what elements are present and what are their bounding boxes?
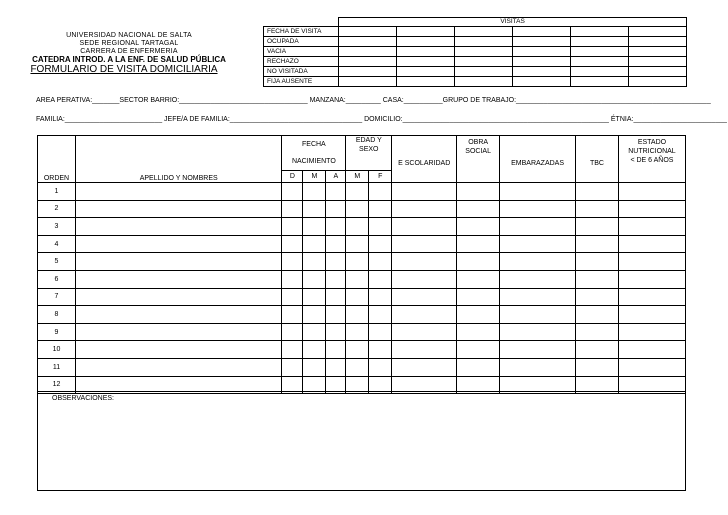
data-cell[interactable] — [303, 200, 326, 218]
data-cell[interactable] — [369, 323, 392, 341]
data-cell[interactable] — [282, 358, 303, 376]
data-cell[interactable] — [576, 358, 619, 376]
data-cell[interactable] — [75, 200, 281, 218]
data-cell[interactable] — [392, 358, 457, 376]
data-cell[interactable] — [500, 183, 576, 201]
data-cell[interactable] — [392, 341, 457, 359]
visit-cell[interactable] — [629, 57, 687, 67]
data-cell[interactable] — [326, 200, 346, 218]
table-row — [38, 235, 686, 253]
data-cell[interactable] — [282, 306, 303, 324]
row-number: 6 — [38, 270, 76, 288]
visit-cell[interactable] — [629, 47, 687, 57]
data-cell[interactable] — [303, 270, 326, 288]
visit-row — [264, 27, 687, 37]
col-m: M — [303, 171, 326, 183]
visit-cell[interactable] — [571, 77, 629, 87]
data-cell[interactable] — [500, 288, 576, 306]
col-edad — [346, 136, 392, 171]
data-cell[interactable] — [282, 218, 303, 236]
table-row — [38, 200, 686, 218]
visit-cell[interactable] — [397, 37, 455, 47]
data-cell[interactable] — [392, 323, 457, 341]
data-cell[interactable] — [500, 323, 576, 341]
visit-cell[interactable] — [455, 37, 513, 47]
visit-row — [264, 37, 687, 47]
data-cell[interactable] — [369, 183, 392, 201]
data-cell[interactable] — [75, 253, 281, 271]
data-cell[interactable] — [576, 341, 619, 359]
row-number: 3 — [38, 218, 76, 236]
data-cell[interactable] — [75, 218, 281, 236]
data-cell[interactable] — [457, 341, 500, 359]
visit-cell[interactable] — [513, 27, 571, 37]
data-cell[interactable] — [282, 235, 303, 253]
data-cell[interactable] — [326, 288, 346, 306]
members-table — [37, 135, 686, 394]
visit-cell[interactable] — [397, 57, 455, 67]
data-cell[interactable] — [75, 358, 281, 376]
data-cell[interactable] — [303, 358, 326, 376]
visit-cell[interactable] — [571, 47, 629, 57]
visit-row-label: RECHAZO — [264, 57, 339, 67]
col-tbc: TBC — [576, 136, 619, 183]
visit-row — [264, 67, 687, 77]
data-cell[interactable] — [326, 218, 346, 236]
data-cell[interactable] — [369, 270, 392, 288]
visit-row — [264, 57, 687, 67]
sexo-label: SEXO — [359, 146, 379, 153]
row-number: 12 — [38, 376, 76, 394]
data-cell[interactable] — [326, 270, 346, 288]
data-cell[interactable] — [500, 306, 576, 324]
data-cell[interactable] — [75, 183, 281, 201]
data-cell[interactable] — [346, 341, 369, 359]
data-cell[interactable] — [303, 288, 326, 306]
data-cell[interactable] — [576, 235, 619, 253]
table-row — [38, 323, 686, 341]
visit-cell[interactable] — [629, 27, 687, 37]
data-cell[interactable] — [392, 270, 457, 288]
visit-row-label: VACIA — [264, 47, 339, 57]
nacimiento-label: NACIMIENTO — [291, 158, 336, 165]
data-cell[interactable] — [500, 341, 576, 359]
visit-cell[interactable] — [571, 37, 629, 47]
visit-row — [264, 77, 687, 87]
table-row — [38, 306, 686, 324]
data-cell[interactable] — [392, 200, 457, 218]
data-cell[interactable] — [346, 288, 369, 306]
visit-cell[interactable] — [513, 67, 571, 77]
table-row — [38, 253, 686, 271]
table-row — [38, 358, 686, 376]
data-cell[interactable] — [75, 288, 281, 306]
visit-cell[interactable] — [455, 67, 513, 77]
data-cell[interactable] — [346, 218, 369, 236]
visit-cell[interactable] — [339, 67, 397, 77]
data-cell[interactable] — [346, 323, 369, 341]
data-cell[interactable] — [457, 323, 500, 341]
visit-cell[interactable] — [397, 77, 455, 87]
row-number: 9 — [38, 323, 76, 341]
data-cell[interactable] — [369, 358, 392, 376]
table-row — [38, 218, 686, 236]
header-block — [0, 0, 260, 90]
data-cell[interactable] — [457, 235, 500, 253]
data-cell[interactable] — [618, 200, 685, 218]
data-cell[interactable] — [346, 183, 369, 201]
data-cell[interactable] — [303, 183, 326, 201]
col-estado — [618, 136, 685, 183]
data-cell[interactable] — [457, 358, 500, 376]
data-cell[interactable] — [457, 218, 500, 236]
visit-cell[interactable] — [571, 67, 629, 77]
data-cell[interactable] — [75, 270, 281, 288]
visit-row-label: OCUPADA — [264, 37, 339, 47]
visit-cell[interactable] — [513, 37, 571, 47]
data-cell[interactable] — [369, 235, 392, 253]
visit-row-label: NO VISITADA — [264, 67, 339, 77]
data-cell[interactable] — [282, 253, 303, 271]
data-cell[interactable] — [500, 358, 576, 376]
data-cell[interactable] — [282, 323, 303, 341]
data-cell[interactable] — [75, 323, 281, 341]
visit-cell[interactable] — [571, 27, 629, 37]
cathedra-name: CATEDRA INTROD. A LA ENF. DE SALUD PÚBLICA — [32, 55, 226, 64]
visit-cell[interactable] — [455, 57, 513, 67]
data-cell[interactable] — [369, 306, 392, 324]
row-number: 4 — [38, 235, 76, 253]
observations-box[interactable] — [37, 391, 686, 491]
data-cell[interactable] — [369, 218, 392, 236]
row-number: 5 — [38, 253, 76, 271]
data-cell[interactable] — [75, 306, 281, 324]
data-cell[interactable] — [500, 200, 576, 218]
col-a: A — [326, 171, 346, 183]
family-line[interactable]: FAMILIA:_________________________ JEFE/A DE FAMILIA:__________________________________ DOMICILIO:_____________________________________________________ ÉTNIA:________________________ — [36, 116, 727, 123]
row-number: 11 — [38, 358, 76, 376]
visit-cell[interactable] — [339, 37, 397, 47]
obra-label: OBRA — [468, 139, 489, 146]
row-number: 1 — [38, 183, 76, 201]
area-line[interactable]: AREA PERATIVA:_______SECTOR BARRIO:_________________________________ MANZANA:_________ CASA:__________GRUPO DE TRABAJO:__________________________________________________ — [36, 97, 711, 104]
menor-label: < DE 6 AÑOS — [630, 157, 674, 164]
data-cell[interactable] — [303, 323, 326, 341]
row-number: 10 — [38, 341, 76, 359]
data-cell[interactable] — [326, 323, 346, 341]
regional-name: SEDE REGIONAL TARTAGAL — [79, 40, 179, 47]
col-escolaridad: E SCOLARIDAD — [392, 136, 457, 183]
social-label: SOCIAL — [465, 148, 491, 155]
data-cell[interactable] — [75, 341, 281, 359]
col-sex-f: F — [369, 171, 392, 183]
data-cell[interactable] — [369, 253, 392, 271]
table-row — [38, 288, 686, 306]
data-cell[interactable] — [500, 253, 576, 271]
data-cell[interactable] — [282, 183, 303, 201]
row-number: 2 — [38, 200, 76, 218]
data-cell[interactable] — [576, 218, 619, 236]
visit-cell[interactable] — [339, 77, 397, 87]
visit-row-label: FIJA AUSENTE — [264, 77, 339, 87]
data-cell[interactable] — [457, 253, 500, 271]
data-cell[interactable] — [392, 306, 457, 324]
data-cell[interactable] — [618, 235, 685, 253]
data-cell[interactable] — [282, 200, 303, 218]
data-cell[interactable] — [303, 253, 326, 271]
visit-cell[interactable] — [571, 57, 629, 67]
data-cell[interactable] — [346, 358, 369, 376]
data-cell[interactable] — [303, 218, 326, 236]
data-cell[interactable] — [576, 253, 619, 271]
data-cell[interactable] — [326, 183, 346, 201]
data-cell[interactable] — [282, 288, 303, 306]
data-cell[interactable] — [618, 183, 685, 201]
visit-cell[interactable] — [455, 77, 513, 87]
visit-cell[interactable] — [513, 57, 571, 67]
data-cell[interactable] — [576, 288, 619, 306]
observations-label: OBSERVACIONES: — [52, 395, 114, 402]
data-cell[interactable] — [369, 288, 392, 306]
data-cell[interactable] — [576, 183, 619, 201]
data-cell[interactable] — [392, 235, 457, 253]
data-cell[interactable] — [303, 341, 326, 359]
visit-cell[interactable] — [629, 67, 687, 77]
data-cell[interactable] — [500, 218, 576, 236]
data-cell[interactable] — [346, 200, 369, 218]
data-cell[interactable] — [75, 235, 281, 253]
row-number: 8 — [38, 306, 76, 324]
data-cell[interactable] — [576, 270, 619, 288]
col-embarazadas: EMBARAZADAS — [500, 136, 576, 183]
data-cell[interactable] — [392, 288, 457, 306]
career-name: CARRERA DE ENFERMERIA — [80, 48, 178, 55]
data-cell[interactable] — [326, 358, 346, 376]
data-cell[interactable] — [326, 306, 346, 324]
data-cell[interactable] — [326, 253, 346, 271]
data-cell[interactable] — [303, 306, 326, 324]
data-cell[interactable] — [369, 200, 392, 218]
col-sex-m: M — [346, 171, 369, 183]
data-cell[interactable] — [457, 200, 500, 218]
visit-cell[interactable] — [513, 47, 571, 57]
col-orden: ORDEN — [38, 136, 76, 183]
data-cell[interactable] — [618, 306, 685, 324]
data-cell[interactable] — [500, 235, 576, 253]
data-cell[interactable] — [282, 341, 303, 359]
university-name: UNIVERSIDAD NACIONAL DE SALTA — [66, 32, 192, 39]
visit-cell[interactable] — [339, 27, 397, 37]
data-cell[interactable] — [618, 288, 685, 306]
visit-cell[interactable] — [397, 47, 455, 57]
data-cell[interactable] — [346, 306, 369, 324]
data-cell[interactable] — [392, 253, 457, 271]
data-cell[interactable] — [618, 358, 685, 376]
data-cell[interactable] — [326, 235, 346, 253]
table-row — [38, 270, 686, 288]
table-row — [38, 183, 686, 201]
row-number: 7 — [38, 288, 76, 306]
visit-cell[interactable] — [629, 37, 687, 47]
edad-label: EDAD Y — [355, 137, 382, 144]
visit-cell[interactable] — [397, 27, 455, 37]
data-cell[interactable] — [346, 235, 369, 253]
data-cell[interactable] — [618, 341, 685, 359]
visits-table — [263, 17, 687, 87]
visit-cell[interactable] — [513, 77, 571, 87]
data-cell[interactable] — [500, 270, 576, 288]
data-cell[interactable] — [618, 253, 685, 271]
data-cell[interactable] — [457, 270, 500, 288]
visit-cell[interactable] — [397, 67, 455, 77]
data-cell[interactable] — [392, 218, 457, 236]
col-nombres: APELLIDO Y NOMBRES — [75, 136, 281, 183]
data-cell[interactable] — [618, 323, 685, 341]
visit-cell[interactable] — [629, 77, 687, 87]
data-cell[interactable] — [346, 253, 369, 271]
col-fecha — [282, 136, 346, 171]
visit-cell[interactable] — [455, 47, 513, 57]
data-cell[interactable] — [576, 323, 619, 341]
data-cell[interactable] — [457, 288, 500, 306]
estado-label: ESTADO NUTRICIONAL — [628, 139, 676, 155]
visit-row — [264, 47, 687, 57]
table-row — [38, 341, 686, 359]
visit-cell[interactable] — [455, 27, 513, 37]
data-cell[interactable] — [576, 306, 619, 324]
data-cell[interactable] — [303, 235, 326, 253]
data-cell[interactable] — [618, 218, 685, 236]
visit-cell[interactable] — [339, 57, 397, 67]
data-cell[interactable] — [369, 341, 392, 359]
fecha-label: FECHA — [302, 141, 326, 148]
data-cell[interactable] — [346, 270, 369, 288]
data-cell[interactable] — [457, 306, 500, 324]
data-cell[interactable] — [576, 200, 619, 218]
form-title: FORMULARIO DE VISITA DOMICILIARIA — [30, 64, 218, 75]
data-cell[interactable] — [282, 270, 303, 288]
data-cell[interactable] — [457, 183, 500, 201]
data-cell[interactable] — [326, 341, 346, 359]
col-d: D — [282, 171, 303, 183]
visit-cell[interactable] — [339, 47, 397, 57]
visits-title: VISITAS — [339, 18, 687, 27]
col-obra-social — [457, 136, 500, 183]
data-cell[interactable] — [618, 270, 685, 288]
data-cell[interactable] — [392, 183, 457, 201]
visit-row-label: FECHA DE VISITA — [264, 27, 339, 37]
